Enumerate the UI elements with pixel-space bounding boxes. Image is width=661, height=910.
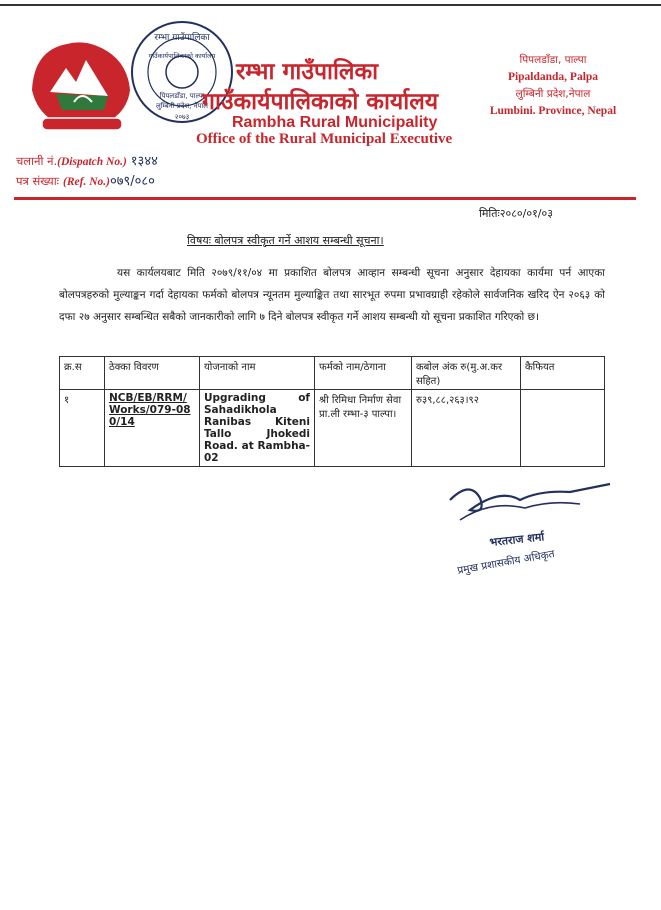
header-project: योजनाको नाम xyxy=(200,357,315,390)
cell-firm: श्री रिमिधा निर्माण सेवा प्रा.ली रम्भा-३ पाल्पा। xyxy=(315,390,412,467)
address-line-4: Lumbini. Province, Nepal xyxy=(489,105,617,117)
stamp-line-2: प्रमुख प्रशासकीय अधिकृत xyxy=(456,548,556,577)
header-contract: ठेक्का विवरण xyxy=(105,357,200,390)
seal-text-3: पिपलडाँडा, पाल्पा xyxy=(159,92,205,100)
cell-sn: १ xyxy=(60,390,105,467)
bid-table xyxy=(59,356,605,467)
office-address xyxy=(478,52,628,120)
letter-body: यस कार्यलयबाट मिति २०७९/११/०४ मा प्रकाशित बोलपत्र आव्हान सम्बन्धी सूचना अनुसार देहायका कार्यमा पर्न आएका बोलपत्रहरुको मुल्याङ्कन गर्दा देहायका फर्मको बोलपत्र न्यूनतम मुल्याङ्कित तथा सारभूत रुपमा प्रभावग्राही रहेकोले सार्वजनिक खरिद ऐन २०६३ को दफा २७ अनुसार सम्बन्धित सबैको जानकारीको लागि ७ दिने बोलपत्र स्वीकृत गर्ने आशय सम्बन्धी यो सूचना प्रकाशित गरिएको छ। xyxy=(59,267,605,323)
nepal-emblem-icon xyxy=(22,30,142,140)
office-name-english: Office of the Rural Municipal Executive xyxy=(196,131,453,147)
reference-label-english: (Ref. No.) xyxy=(63,176,110,188)
top-border-line xyxy=(0,4,661,6)
cell-project: Upgrading of Sahadikhola Ranibas Kiteni Tallo Jhokedi Road. at Rambha-02 xyxy=(200,390,315,467)
header-divider xyxy=(14,197,636,200)
dispatch-reference-block xyxy=(16,152,158,192)
signature-stamp xyxy=(430,470,640,590)
reference-number xyxy=(16,172,158,192)
table-header-row xyxy=(60,357,605,390)
address-line-3: लुम्बिनी प्रदेश,नेपाल xyxy=(515,88,591,100)
letter-subject: विषयः बोलपत्र स्वीकृत गर्ने आशय सम्बन्धी सूचना। xyxy=(187,234,384,247)
municipality-name-english: Rambha Rural Municipality xyxy=(232,114,438,131)
reference-label-nepali: पत्र संख्याः xyxy=(16,174,60,188)
municipality-name-nepali: रम्भा गाउँपालिका xyxy=(236,59,379,85)
table-row xyxy=(60,390,605,467)
dispatch-value: १३४४ xyxy=(130,154,158,169)
cell-amount: रु३९,८८,२६३।९२ xyxy=(412,390,521,467)
dispatch-label-english: (Dispatch No.) xyxy=(57,156,127,168)
seal-text-2: गाउँकार्यपालिकाको कार्यालय xyxy=(148,52,216,60)
header-amount: कबोल अंक रु(मु.अ.कर सहित) xyxy=(412,357,521,390)
dispatch-number xyxy=(16,152,158,172)
address-line-2: Pipaldanda, Palpa xyxy=(507,71,599,83)
dispatch-label-nepali: चलानी नं. xyxy=(16,154,58,168)
stamp-line-1: भरतराज शर्मा xyxy=(488,530,545,549)
address-line-1: पिपलडाँडा, पाल्पा xyxy=(519,54,587,66)
cell-remarks xyxy=(521,390,605,467)
header-firm: फर्मको नाम/ठेगाना xyxy=(315,357,412,390)
reference-value: ०७९/०८० xyxy=(109,174,155,189)
letter-date: मितिः२०८०/०१/०३ xyxy=(479,207,553,220)
header-sn: क्र.स xyxy=(60,357,105,390)
seal-text-5: २०७३ xyxy=(174,113,190,121)
seal-text-4: लुम्बिनी प्रदेश, नेपाल xyxy=(155,102,209,110)
header-remarks: कैफियत xyxy=(521,357,605,390)
cell-contract: NCB/EB/RRM/Works/079-080/14 xyxy=(105,390,200,467)
office-name-nepali: गाउँकार्यपालिकाको कार्यालय xyxy=(202,89,439,115)
seal-text-1: रम्भा गाउँपालिका xyxy=(154,33,210,43)
